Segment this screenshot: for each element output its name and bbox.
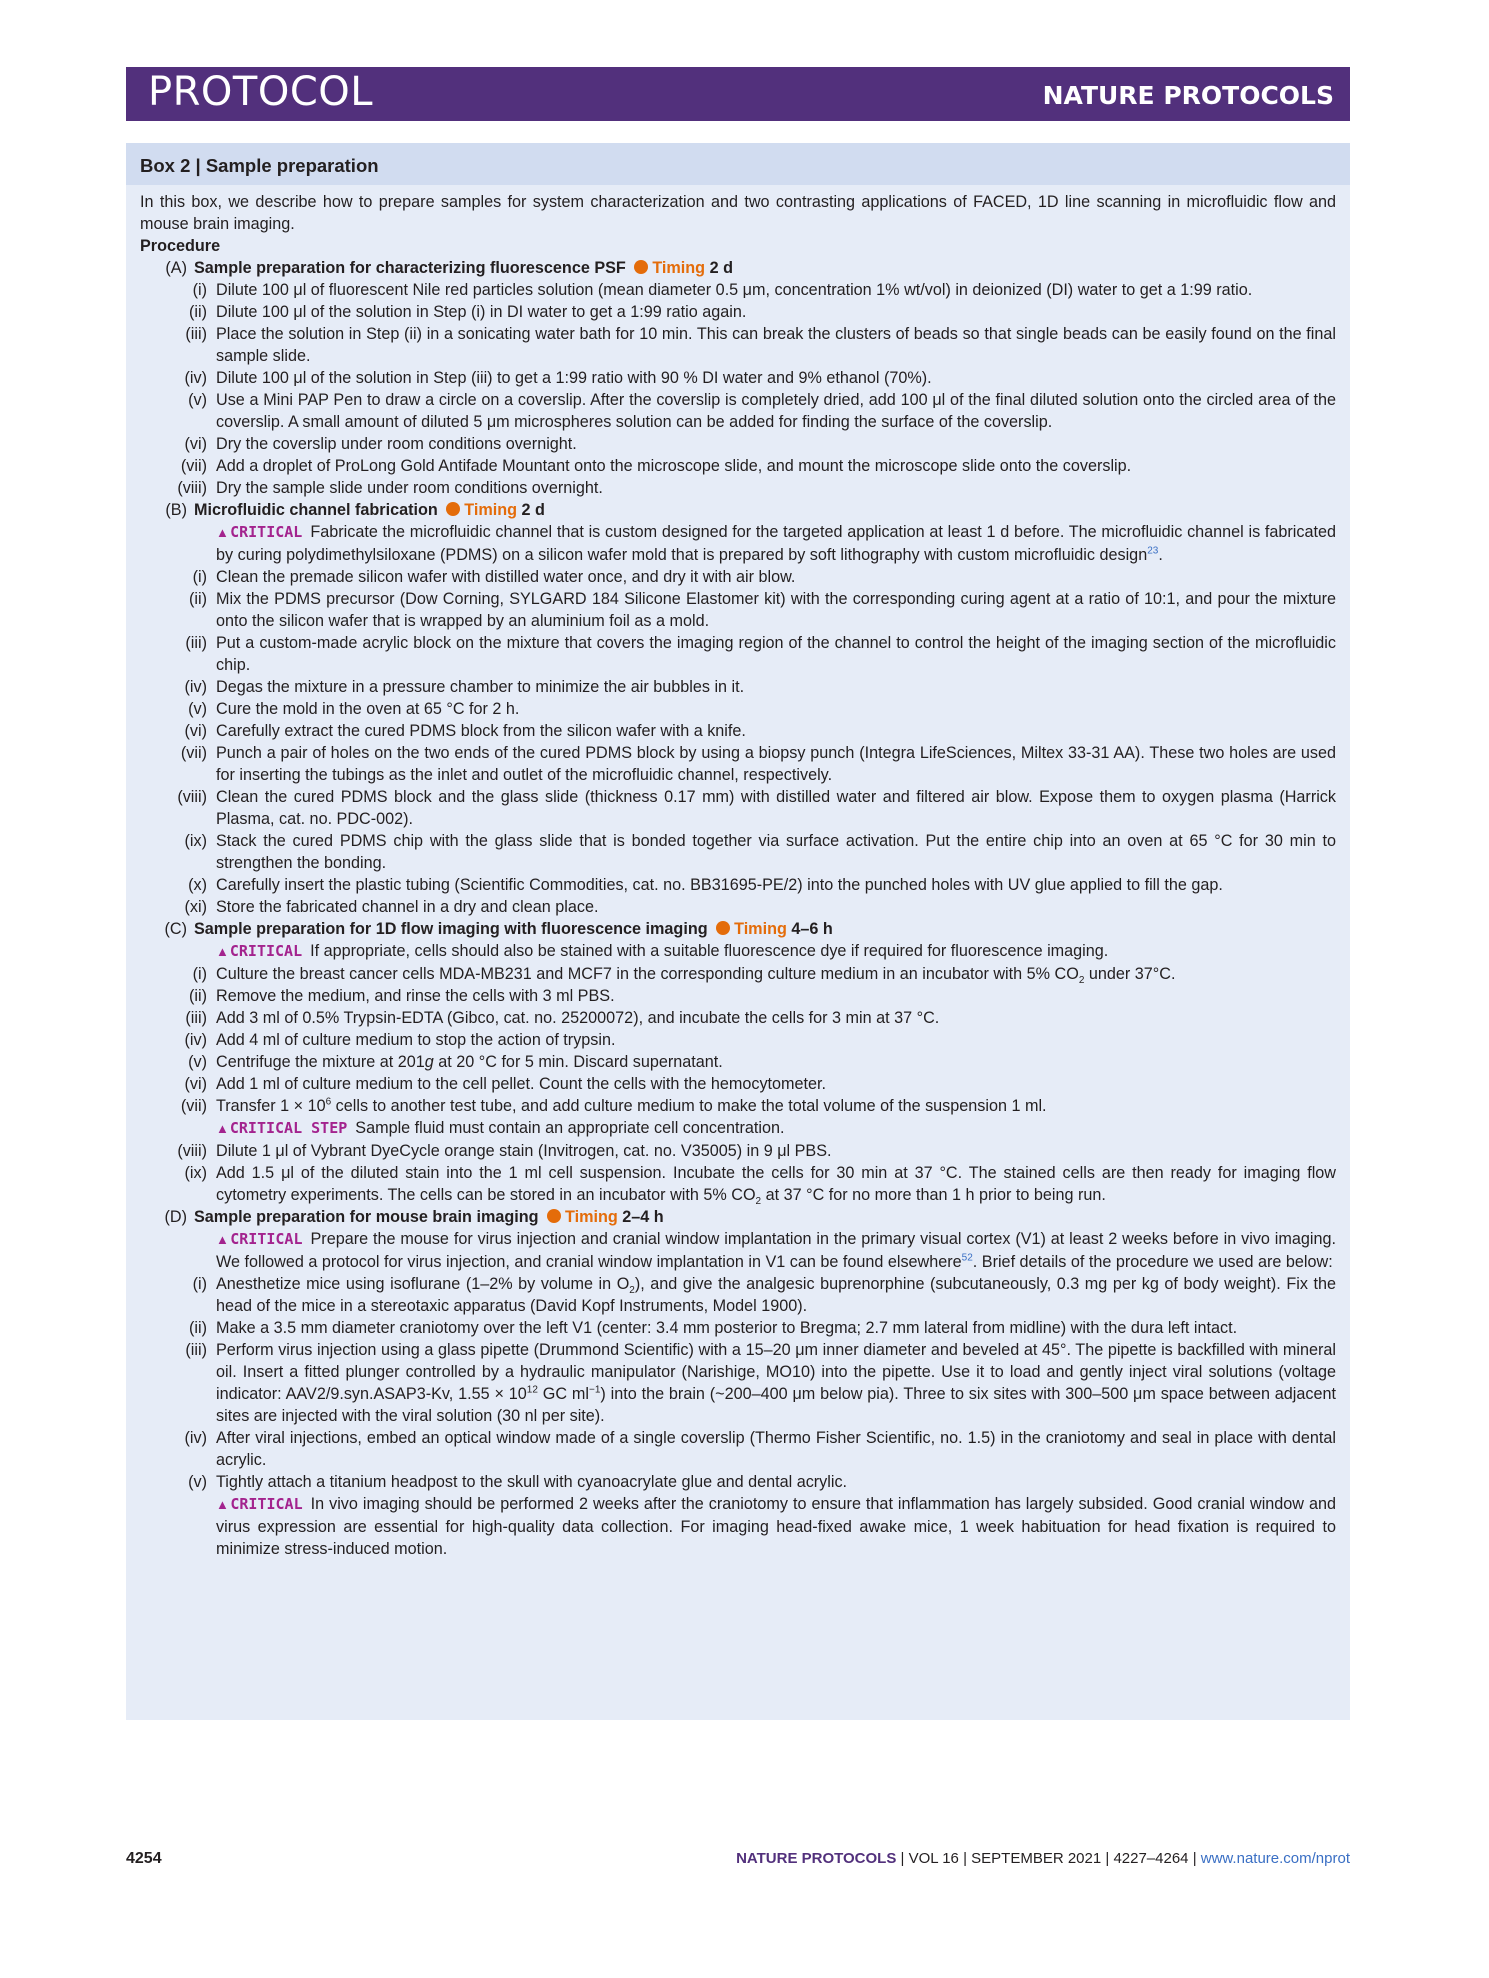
step-number: (ii) — [189, 1319, 207, 1337]
step-number: (xi) — [184, 898, 207, 916]
step-text: Add a droplet of ProLong Gold Antifade Mountant onto the microscope slide, and mount the microscope slide onto the coverslip. — [216, 457, 1132, 475]
step-item — [140, 1427, 1336, 1471]
section-title: Microfluidic channel fabrication — [194, 501, 438, 519]
step-text: Dilute 100 μl of the solution in Step (iii) to get a 1:99 ratio with 90 % DI water and 9% ethanol (70%). — [216, 369, 932, 387]
reference-link[interactable]: 52 — [961, 1252, 973, 1264]
footer-volume: VOL 16 — [908, 1850, 959, 1867]
step-item — [140, 279, 1336, 301]
step-text: Mix the PDMS precursor (Dow Corning, SYLGARD 184 Silicone Elastomer kit) with the corresponding curing agent at a ratio of 10:1, and pour the mixture onto the silicon wafer that is wrapped by an aluminium foil as a mold. — [216, 590, 1336, 630]
step-text: Carefully extract the cured PDMS block from the silicon wafer with a knife. — [216, 722, 746, 740]
timing-value: 2 d — [709, 259, 733, 277]
step-number: (iv) — [184, 369, 207, 387]
step-item — [140, 455, 1336, 477]
step-item — [140, 323, 1336, 367]
footer-citation — [736, 1850, 1350, 1867]
critical-label: CRITICAL — [230, 523, 303, 541]
step-text: Use a Mini PAP Pen to draw a circle on a coverslip. After the coverslip is completely dried, add 100 μl of the final diluted solution onto the circled area of the coverslip. A small amount of diluted 5 μm microspheres solution can be added for finding the surface of the coverslip. — [216, 391, 1336, 431]
critical-note — [216, 1493, 1336, 1560]
section-d-steps — [140, 1273, 1336, 1560]
section-d-heading — [140, 1206, 1336, 1228]
section-b-steps — [140, 566, 1336, 918]
reference-link[interactable]: 23 — [1147, 545, 1159, 557]
section-letter: (A) — [165, 259, 187, 277]
footer-journal: NATURE PROTOCOLS — [736, 1850, 897, 1867]
step-text: Degas the mixture in a pressure chamber to minimize the air bubbles in it. — [216, 678, 745, 696]
step-text: Add 1.5 μl of the diluted stain into the 1 ml cell suspension. Incubate the cells for 30 min at 37 °C. The stained cells are then ready for imaging flow cytometry experiments. The cells can be stored in an incubator with 5% $CO_2$ at 37 °C for no more than 1 h prior to being run. — [216, 1164, 1336, 1208]
step-item — [140, 896, 1336, 918]
step-text: Anesthetize mice using isoflurane (1–2% by volume in $O_2$), and give the analgesic buprenorphine (subcutaneously, 0.3 mg per kg of body weight). Fix the head of the mice in a stereotaxic apparatus (David Kopf Instruments, Model 1900). — [216, 1275, 1336, 1315]
warning-triangle-icon: ▲ — [216, 1121, 229, 1136]
step-number: (iii) — [185, 1009, 207, 1027]
footer-url-link[interactable]: www.nature.com/nprot — [1200, 1850, 1350, 1867]
step-text: After viral injections, embed an optical window made of a single coverslip (Thermo Fisher Scientific, no. 1.5) in the craniotomy and seal in place with dental acrylic. — [216, 1429, 1336, 1469]
step-text: Make a 3.5 mm diameter craniotomy over the left V1 (center: 3.4 mm posterior to Bregma; 2.7 mm lateral from midline) with the dura left intact. — [216, 1319, 1238, 1337]
step-number: (x) — [188, 876, 207, 894]
footer-separator: | — [1101, 1850, 1114, 1867]
critical-text: If appropriate, cells should also be stained with a suitable fluorescence dye if required for fluorescence imaging. — [310, 942, 1109, 960]
step-number: (iv) — [184, 1031, 207, 1049]
section-title: Sample preparation for mouse brain imaging — [194, 1208, 539, 1226]
timing-label: Timing — [652, 259, 706, 277]
timing-label: Timing — [734, 920, 787, 938]
critical-text-end: . Brief details of the procedure we used are below: — [972, 1253, 1333, 1271]
step-item — [140, 1029, 1336, 1051]
step-item — [140, 985, 1336, 1007]
step-item — [140, 874, 1336, 896]
timing-label: Timing — [464, 501, 518, 519]
critical-step-text: Sample fluid must contain an appropriate cell concentration. — [355, 1119, 785, 1137]
critical-label: CRITICAL — [230, 1495, 303, 1513]
step-item — [140, 1471, 1336, 1493]
critical-label: CRITICAL — [229, 942, 303, 960]
header-bar — [126, 67, 1350, 121]
step-item — [140, 566, 1336, 588]
step-item — [140, 698, 1336, 720]
step-number: (vi) — [184, 722, 207, 740]
critical-text: Prepare the mouse for virus injection and cranial window implantation in the primary visual cortex (V1) at least 2 weeks before in vivo imaging. We followed a protocol for virus injection, and cranial window implantation in V1 can be found elsewhere — [216, 1230, 1336, 1271]
section-c-steps — [140, 963, 1336, 1206]
section-b-heading — [140, 499, 1336, 521]
section-letter: (D) — [164, 1208, 187, 1226]
step-item — [140, 963, 1336, 985]
step-item — [140, 1140, 1336, 1162]
step-item — [140, 676, 1336, 698]
step-text: Dilute 1 μl of Vybrant DyeCycle orange stain (Invitrogen, cat. no. V35005) in 9 μl PBS. — [216, 1142, 832, 1160]
step-text: Add 1 ml of culture medium to the cell pellet. Count the cells with the hemocytometer. — [216, 1075, 827, 1093]
step-number: (v) — [188, 1473, 207, 1491]
step-item — [140, 367, 1336, 389]
step-number: (iii) — [185, 634, 207, 652]
step-number: (ii) — [189, 303, 207, 321]
step-text: Clean the premade silicon wafer with distilled water once, and dry it with air blow. — [216, 568, 796, 586]
procedure-heading: Procedure — [140, 237, 221, 255]
step-text: Store the fabricated channel in a dry and clean place. — [216, 898, 599, 916]
critical-label: CRITICAL — [230, 1230, 303, 1248]
step-number: (vii) — [180, 457, 207, 475]
step-item — [140, 1162, 1336, 1206]
timing-dot-icon — [716, 921, 730, 935]
step-item — [140, 1339, 1336, 1427]
warning-triangle-icon: ▲ — [216, 944, 229, 959]
step-item — [140, 433, 1336, 455]
step-item — [140, 1007, 1336, 1029]
step-text: Culture the breast cancer cells MDA-MB231 and MCF7 in the corresponding culture medium in an incubator with 5% $CO_2$ under 37°C. — [216, 965, 1176, 987]
step-text: Centrifuge the mixture at 201g at 20 °C for 5 min. Discard supernatant. — [216, 1053, 723, 1071]
section-c-heading — [140, 918, 1336, 940]
step-number: (v) — [188, 391, 207, 409]
critical-note: ▲CRITICAL Fabricate the microfluidic channel that is custom designed for the targeted application at least 1 d before. The microfluidic channel is fabricated by curing polydimethylsiloxane (PDMS) on a silicon wafer mold that is prepared by soft lithography with custom microfluidic design$^{23}$. — [216, 523, 1336, 564]
timing-label: Timing — [565, 1208, 618, 1226]
step-number: (vii) — [180, 744, 207, 762]
timing-dot-icon — [446, 502, 460, 516]
step-number: (ii) — [189, 590, 207, 608]
timing-dot-icon — [547, 1209, 561, 1223]
section-letter: (C) — [164, 920, 187, 938]
step-text: Carefully insert the plastic tubing (Scientific Commodities, cat. no. BB31695-PE/2) into the punched holes with UV glue applied to fill the gap. — [216, 876, 1223, 894]
step-text: Remove the medium, and rinse the cells with 3 ml PBS. — [216, 987, 615, 1005]
step-number: (i) — [192, 281, 207, 299]
section-a-heading — [140, 257, 1336, 279]
step-item — [140, 588, 1336, 632]
step-item — [140, 389, 1336, 433]
warning-triangle-icon: ▲ — [216, 1497, 230, 1512]
step-item — [140, 477, 1336, 499]
step-text: Add 4 ml of culture medium to stop the action of trypsin. — [216, 1031, 616, 1049]
timing-dot-icon — [634, 260, 648, 274]
step-text: Add 3 ml of 0.5% Trypsin-EDTA (Gibco, cat. no. 25200072), and incubate the cells for 3 min at 37 °C. — [216, 1009, 940, 1027]
critical-text: In vivo imaging should be performed 2 weeks after the craniotomy to ensure that inflammation has largely subsided. Good cranial window and virus expression are essential for high-quality data collection. For imaging head-fixed awake mice, 1 week habituation for head fixation is required to minimize stress-induced motion. — [216, 1495, 1337, 1558]
step-text: Punch a pair of holes on the two ends of the cured PDMS block by using a biopsy punch (Integra LifeSciences, Miltex 33-31 AA). These two holes are used for inserting the tubings as the inlet and outlet of the microfluidic channel, respectively. — [216, 744, 1336, 784]
step-number: (vi) — [184, 435, 207, 453]
footer-pages: 4227–4264 — [1113, 1850, 1189, 1867]
step-item — [140, 1273, 1336, 1317]
step-item — [140, 1317, 1336, 1339]
box-title: Box 2 | Sample preparation — [140, 155, 379, 176]
step-number: (ix) — [184, 832, 207, 850]
box-content — [140, 191, 1336, 1560]
box-2-panel — [126, 143, 1350, 1720]
step-text: Stack the cured PDMS chip with the glass slide that is bonded together via surface activation. Put the entire chip into an oven at 65 °C for 30 min to strengthen the bonding. — [216, 832, 1336, 872]
step-number: (iv) — [184, 678, 207, 696]
step-number: (iii) — [185, 325, 207, 343]
step-item — [140, 742, 1336, 786]
critical-text: Fabricate the microfluidic channel that is custom designed for the targeted application at least 1 d before. The microfluidic channel is fabricated by curing polydimethylsiloxane (PDMS) on a silicon wafer mold that is prepared by soft lithography with custom microfluidic design — [216, 523, 1336, 564]
header-section-label: PROTOCOL — [148, 69, 374, 115]
step-number: (iii) — [185, 1341, 207, 1359]
critical-step-note — [216, 1117, 1336, 1140]
warning-triangle-icon: ▲ — [216, 1232, 230, 1247]
step-item — [140, 632, 1336, 676]
box-title-bar — [126, 143, 1350, 185]
critical-note — [216, 1228, 1336, 1273]
step-text: Dilute 100 μl of the solution in Step (i) in DI water to get a 1:99 ratio again. — [216, 303, 747, 321]
step-text: Place the solution in Step (ii) in a sonicating water bath for 10 min. This can break the clusters of beads so that single beads can be easily found on the final sample slide. — [216, 325, 1336, 365]
step-number: (viii) — [177, 479, 207, 497]
step-number: (viii) — [177, 1142, 207, 1160]
step-text: Dilute 100 μl of fluorescent Nile red particles solution (mean diameter 0.5 μm, concentration 1% wt/vol) in deionized (DI) water to get a 1:99 ratio. — [216, 281, 1253, 299]
step-item — [140, 786, 1336, 830]
step-number: (ii) — [189, 987, 207, 1005]
step-text: Put a custom-made acrylic block on the mixture that covers the imaging region of the channel to control the height of the imaging section of the microfluidic chip. — [216, 634, 1336, 674]
step-text: Perform virus injection using a glass pipette (Drummond Scientific) with a 15–20 μm inner diameter and beveled at 45°. The pipette is backfilled with mineral oil. Insert a fitted plunger controlled by a hydraulic manipulator (Narishige, MO10) into the pipette. Use it to load and gently inject viral solutions (voltage indicator: AAV2/9.syn.ASAP3-Kv, $1.55 \times 10^{12}$ GC $ml^{-1}$) into the brain (~200–400 μm below pia). Three to six sites with 300–500 μm space between adjacent sites are injected with the viral solution (30 nl per site). — [216, 1341, 1337, 1425]
step-number: (v) — [188, 700, 207, 718]
timing-value: 4–6 h — [791, 920, 833, 938]
critical-note — [216, 940, 1336, 963]
step-text: Cure the mold in the oven at 65 °C for 2 h. — [216, 700, 520, 718]
step-number: (vi) — [184, 1075, 207, 1093]
section-a-steps — [140, 279, 1336, 499]
critical-step-label: CRITICAL STEP — [229, 1119, 348, 1137]
footer-separator: | — [896, 1850, 909, 1867]
step-text: Transfer $1 \times 10^6$ cells to another test tube, and add culture medium to make the total volume of the suspension 1 ml. — [216, 1096, 1047, 1115]
footer-separator: | — [958, 1850, 972, 1867]
step-item — [140, 720, 1336, 742]
step-item — [140, 1073, 1336, 1095]
step-text: Dry the sample slide under room conditions overnight. — [216, 479, 603, 497]
step-item — [140, 1095, 1336, 1117]
footer-date: SEPTEMBER 2021 — [971, 1850, 1102, 1867]
step-number: (v) — [188, 1053, 207, 1071]
step-text: Dry the coverslip under room conditions overnight. — [216, 435, 577, 453]
step-number: (i) — [192, 1275, 207, 1293]
footer-separator: | — [1188, 1850, 1201, 1867]
step-number: (i) — [192, 568, 207, 586]
step-number: (viii) — [177, 788, 207, 806]
section-title: Sample preparation for characterizing fluorescence PSF — [194, 259, 626, 277]
step-item — [140, 301, 1336, 323]
step-number: (i) — [192, 965, 207, 983]
header-journal-name: NATURE PROTOCOLS — [1042, 81, 1334, 110]
step-number: (ix) — [184, 1164, 207, 1182]
step-number: (vii) — [180, 1097, 207, 1115]
section-letter: (B) — [165, 501, 187, 519]
page-number: 4254 — [126, 1850, 162, 1867]
step-text: Tightly attach a titanium headpost to the skull with cyanoacrylate glue and dental acrylic. — [216, 1473, 848, 1491]
step-number: (iv) — [184, 1429, 207, 1447]
timing-value: 2 d — [521, 501, 545, 519]
step-item — [140, 830, 1336, 874]
warning-triangle-icon: ▲ — [216, 525, 230, 540]
step-text: Clean the cured PDMS block and the glass slide (thickness 0.17 mm) with distilled water and filtered air blow. Expose them to oxygen plasma (Harrick Plasma, cat. no. PDC-002). — [216, 788, 1336, 828]
box-intro: In this box, we describe how to prepare samples for system characterization and two contrasting applications of FACED, 1D line scanning in microfluidic flow and mouse brain imaging. — [140, 193, 1336, 233]
step-item — [140, 1051, 1336, 1073]
timing-value: 2–4 h — [622, 1208, 664, 1226]
section-title: Sample preparation for 1D flow imaging with fluorescence imaging — [194, 920, 708, 938]
